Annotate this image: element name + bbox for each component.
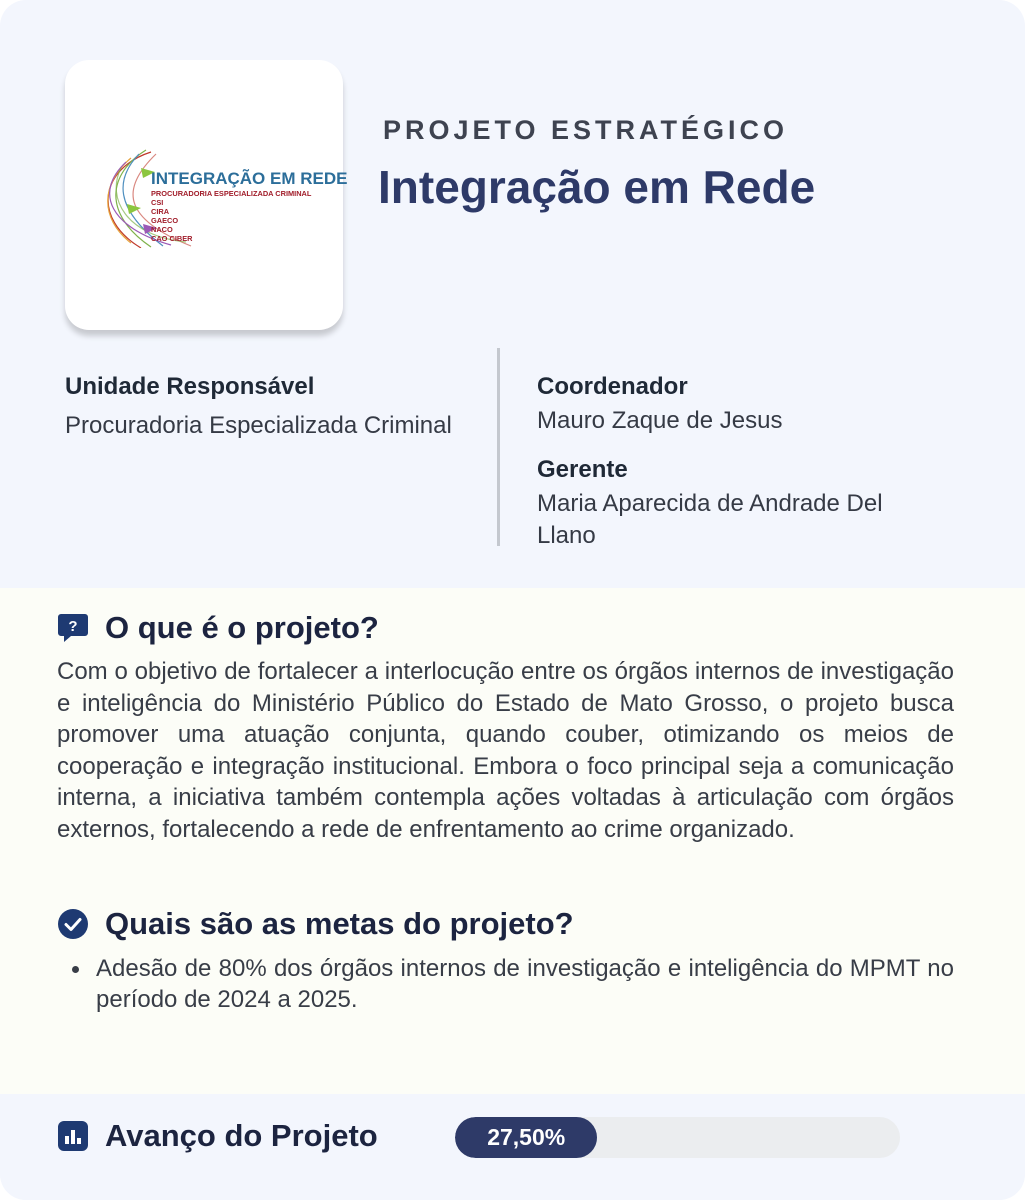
page-title: Integração em Rede [378,161,816,213]
goals-heading-text: Quais são as metas do projeto? [105,906,574,941]
progress-heading [57,1118,378,1154]
logo-line: GAECO [151,216,179,225]
about-heading [57,610,379,646]
progress-heading-text: Avanço do Projeto [105,1118,378,1153]
list-item: Adesão de 80% dos órgãos internos de investigação e inteligência do MPMT no período de 2024 a 2025. [57,953,954,1015]
logo-title: INTEGRAÇÃO EM REDE [151,169,348,188]
progress-bar [455,1117,900,1158]
logo-line: PROCURADORIA ESPECIALIZADA CRIMINAL [151,189,312,198]
project-details [0,588,1025,1094]
about-heading-text: O que é o projeto? [105,610,379,645]
bar-chart-icon [57,1120,89,1152]
about-text: Com o objetivo de fortalecer a interlocução entre os órgãos internos de investigação e inteligência do Ministério Público do Estado de Mato Grosso, o projeto busca promover uma atuação conjunta, quando couber, otimizando os meios de cooperação e integração institucional. Embora o foco principal seja a comunicação interna, a iniciativa também contempla ações voltadas à articulação com órgãos externos, fortalecendo a rede de enfrentamento ao crime organizado. [57,658,954,843]
unit-value: Procuradoria Especializada Criminal [65,412,452,439]
manager-value: Maria Aparecida de Andrade Del Llano [537,490,883,549]
progress-fill: 27,50% [455,1117,597,1158]
check-circle-icon [57,908,89,940]
manager-label: Gerente [537,456,628,483]
logo-line: CAO CIBER [151,234,193,243]
goals-list [57,953,954,1015]
integration-network-logo-icon [91,148,381,248]
unit-label: Unidade Responsável [65,373,315,400]
progress-section [0,1094,1025,1200]
logo-line: NACO [151,225,173,234]
svg-text:?: ? [68,618,78,635]
coordinator-value: Mauro Zaque de Jesus [537,407,783,434]
goals-heading [57,906,574,942]
question-chat-icon [57,612,89,644]
logo-line: CSI [151,198,164,207]
coordinator-label: Coordenador [537,373,688,400]
divider [497,348,500,546]
logo-line: CIRA [151,207,170,216]
project-logo [65,60,348,330]
project-kicker: PROJETO ESTRATÉGICO [383,115,789,145]
